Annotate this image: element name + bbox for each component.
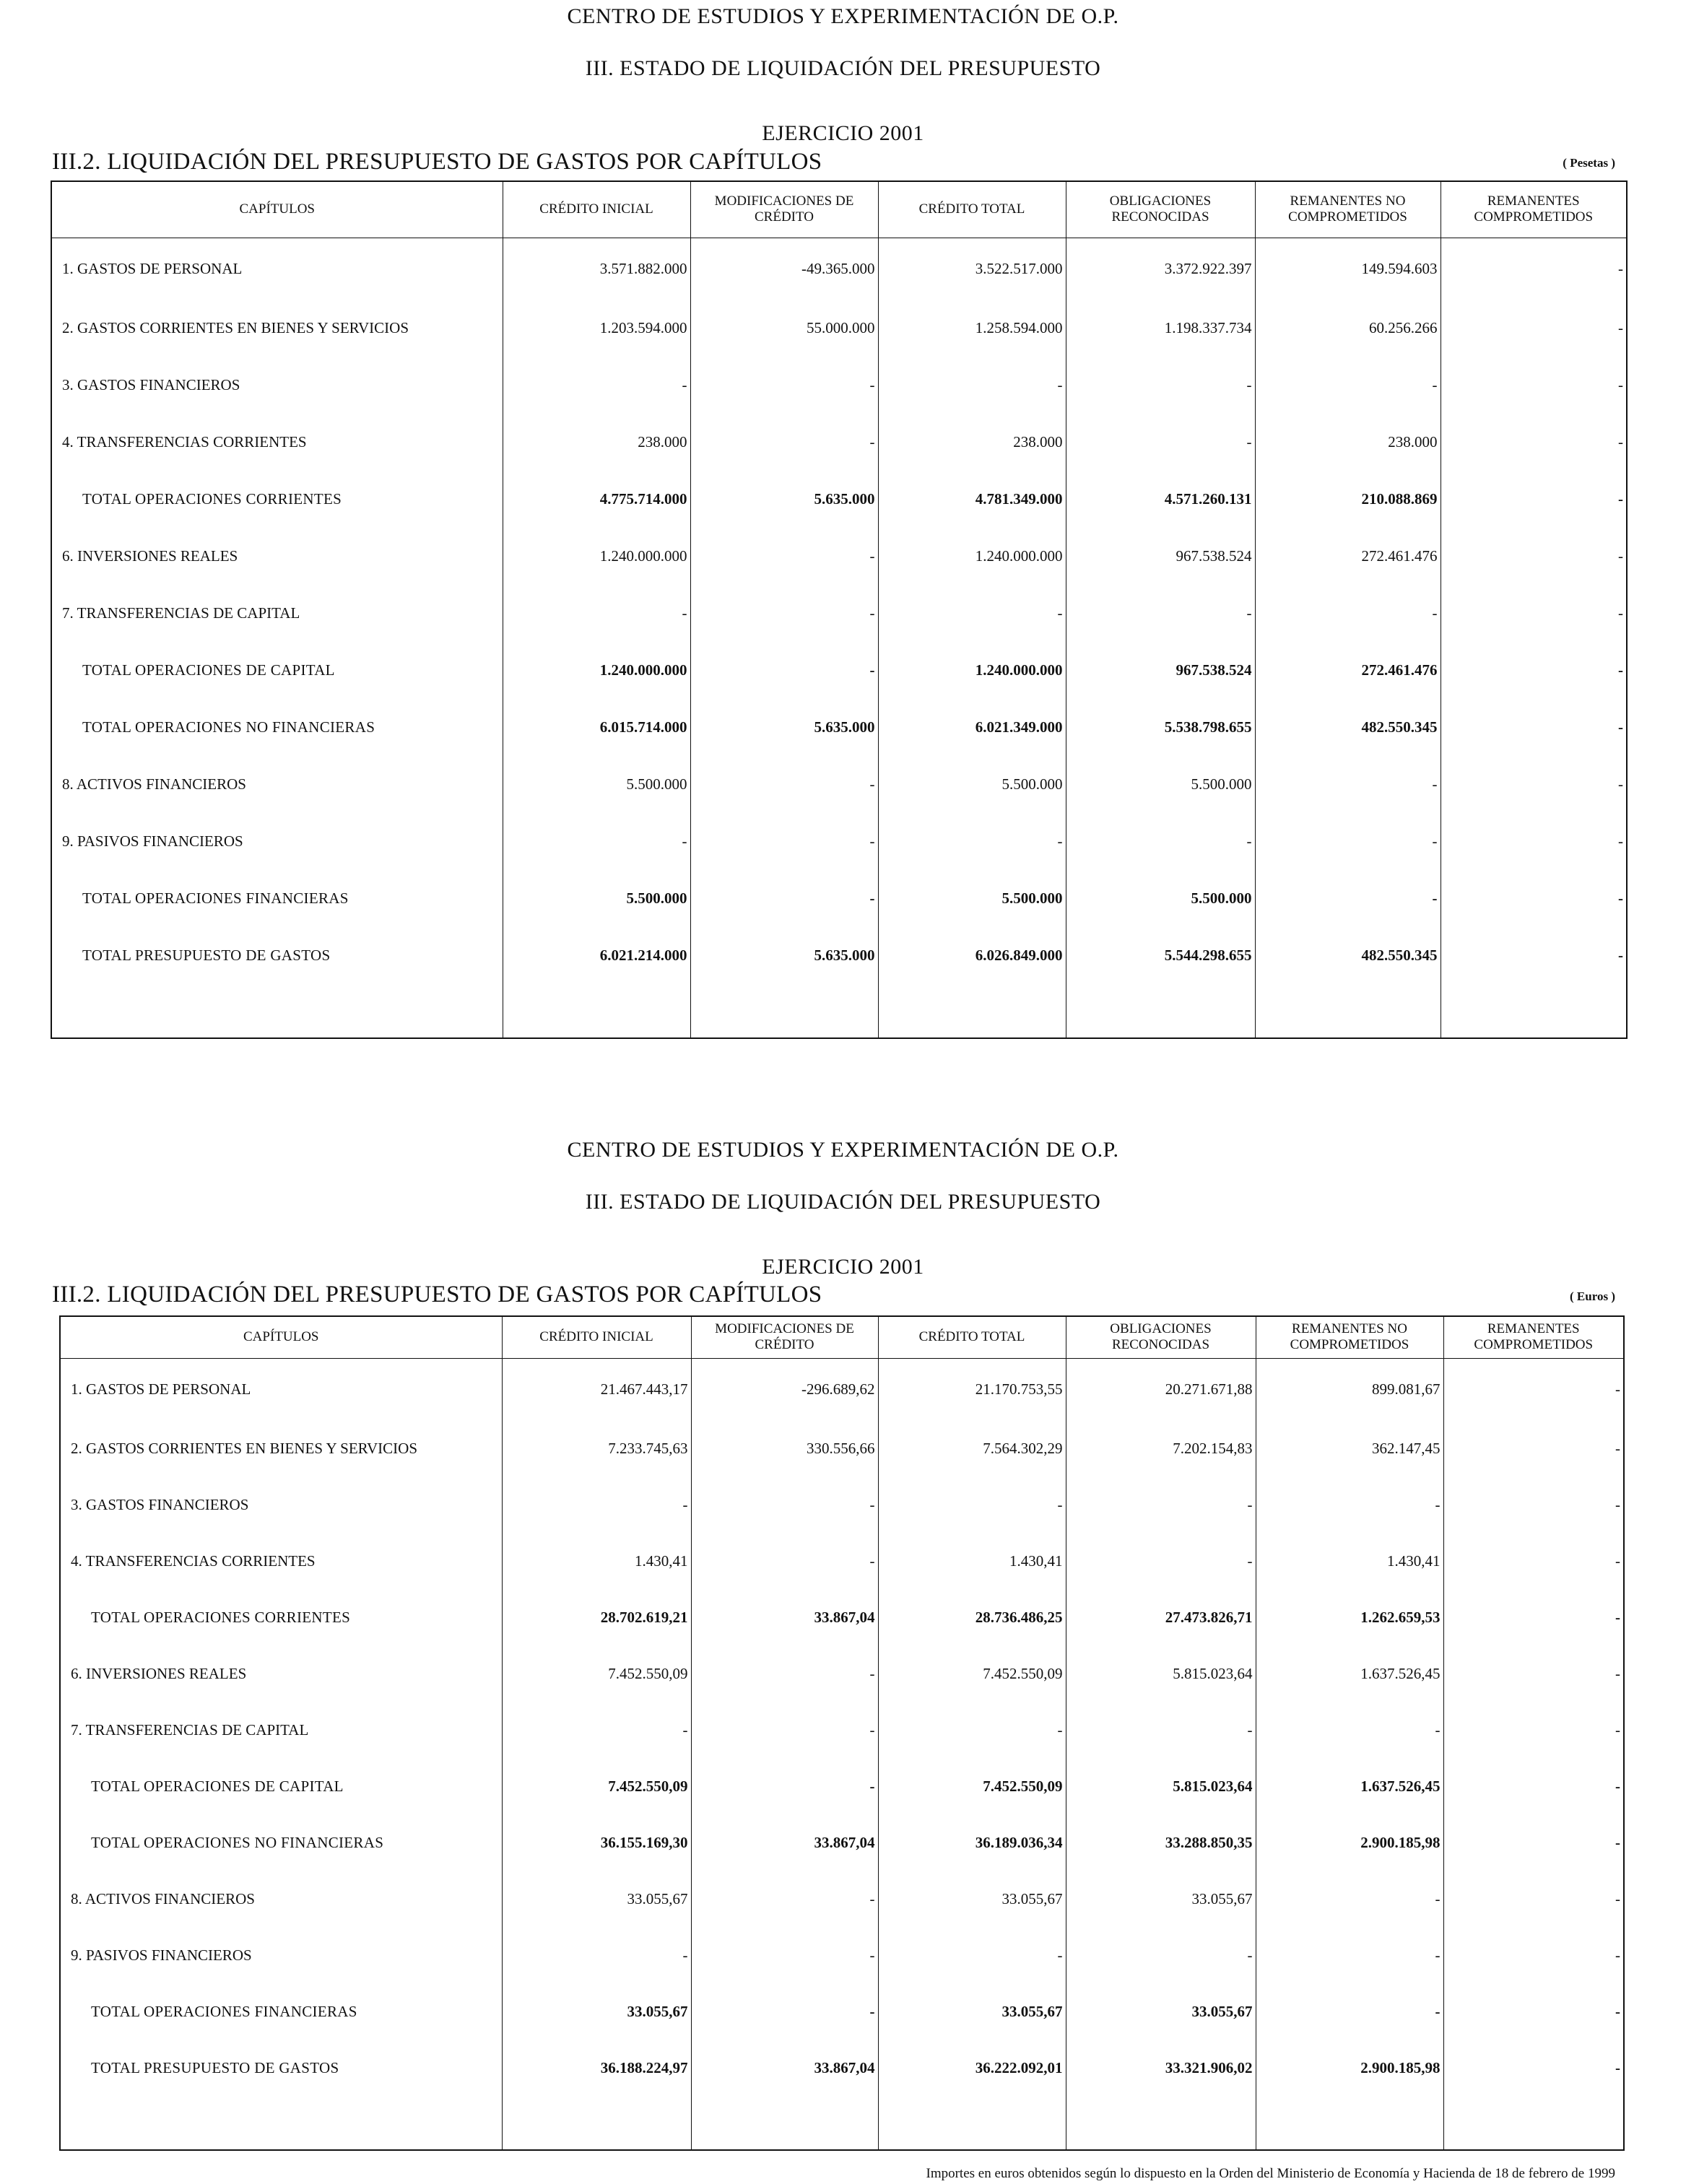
row-label: TOTAL PRESUPUESTO DE GASTOS	[60, 2040, 502, 2096]
cell-value: 33.321.906,02	[1066, 2040, 1256, 2096]
column-header	[690, 181, 878, 238]
cell-value: 238.000	[878, 414, 1066, 471]
cell-value: -	[690, 756, 878, 813]
column-header-line: RECONOCIDAS	[1111, 209, 1209, 225]
cell-value: 1.430,41	[1256, 1533, 1443, 1589]
column-header-line: CRÉDITO TOTAL	[918, 201, 1025, 217]
column-header-line: REMANENTES	[1487, 1321, 1580, 1337]
blank-row	[51, 984, 1627, 1038]
cell-value: 272.461.476	[1255, 528, 1441, 585]
cell-value: 28.736.486,25	[878, 1589, 1066, 1645]
blank-cell	[878, 2096, 1066, 2150]
row-label: 3. GASTOS FINANCIEROS	[51, 357, 503, 414]
total-row	[51, 927, 1627, 984]
cell-value: 6.015.714.000	[503, 699, 690, 756]
cell-value: -	[878, 1702, 1066, 1758]
total-row	[51, 699, 1627, 756]
cell-value: 362.147,45	[1256, 1420, 1443, 1476]
budget-table-euros	[59, 1315, 1625, 2151]
row-label: TOTAL OPERACIONES NO FINANCIERAS	[51, 699, 503, 756]
row-label: TOTAL OPERACIONES DE CAPITAL	[60, 1758, 502, 1814]
cell-value: -	[1443, 1758, 1624, 1814]
row-label: 7. TRANSFERENCIAS DE CAPITAL	[51, 585, 503, 642]
cell-value: -	[1256, 1702, 1443, 1758]
cell-value: 5.544.298.655	[1066, 927, 1255, 984]
cell-value: -	[1066, 1533, 1256, 1589]
cell-value: 5.635.000	[690, 471, 878, 528]
row-label: 6. INVERSIONES REALES	[51, 528, 503, 585]
cell-value: -	[691, 1927, 878, 1983]
cell-value: 3.571.882.000	[503, 238, 690, 300]
column-header-line: COMPROMETIDOS	[1290, 1337, 1409, 1353]
column-header-line: CRÉDITO TOTAL	[918, 1329, 1025, 1345]
blank-cell	[503, 984, 690, 1038]
table-row	[51, 300, 1627, 357]
cell-value: -	[691, 1871, 878, 1927]
column-header	[1066, 181, 1255, 238]
cell-value: 1.637.526,45	[1256, 1758, 1443, 1814]
row-label: 6. INVERSIONES REALES	[60, 1645, 502, 1702]
cell-value: -	[1441, 414, 1627, 471]
cell-value: -	[878, 1927, 1066, 1983]
cell-value: 36.188.224,97	[502, 2040, 691, 2096]
cell-value: -	[1441, 927, 1627, 984]
row-label: 1. GASTOS DE PERSONAL	[60, 1358, 502, 1420]
column-header-line: REMANENTES NO	[1290, 193, 1406, 209]
cell-value: -	[1443, 1983, 1624, 2040]
table-row	[60, 1358, 1624, 1420]
cell-value: 5.500.000	[878, 870, 1066, 927]
cell-value: -	[1441, 357, 1627, 414]
cell-value: 5.500.000	[878, 756, 1066, 813]
row-label: 8. ACTIVOS FINANCIEROS	[51, 756, 503, 813]
cell-value: -	[1255, 357, 1441, 414]
cell-value: 1.258.594.000	[878, 300, 1066, 357]
cell-value: 4.775.714.000	[503, 471, 690, 528]
cell-value: -	[690, 357, 878, 414]
row-label: 3. GASTOS FINANCIEROS	[60, 1476, 502, 1533]
row-label: TOTAL OPERACIONES NO FINANCIERAS	[60, 1814, 502, 1871]
section-title: III.2. LIQUIDACIÓN DEL PRESUPUESTO DE GASTOS POR CAPÍTULOS	[52, 149, 822, 175]
cell-value: -	[690, 414, 878, 471]
total-row	[51, 471, 1627, 528]
cell-value: 210.088.869	[1255, 471, 1441, 528]
blank-cell	[502, 2096, 691, 2150]
cell-value: -	[503, 357, 690, 414]
column-header	[1441, 181, 1627, 238]
cell-value: -	[1066, 357, 1255, 414]
unit-label: ( Euros )	[1570, 1289, 1615, 1303]
cell-value: -	[1066, 1476, 1256, 1533]
cell-value: -	[1441, 471, 1627, 528]
cell-value: 33.867,04	[691, 1814, 878, 1871]
statement-heading: III. ESTADO DE LIQUIDACIÓN DEL PRESUPUESTO	[585, 1190, 1101, 1214]
column-header-line: CRÉDITO	[755, 1337, 814, 1353]
blank-cell	[1256, 2096, 1443, 2150]
cell-value: -	[690, 642, 878, 699]
cell-value: 7.452.550,09	[878, 1758, 1066, 1814]
cell-value: 1.240.000.000	[878, 528, 1066, 585]
cell-value: -	[1443, 1927, 1624, 1983]
table-row	[60, 1871, 1624, 1927]
cell-value: -296.689,62	[691, 1358, 878, 1420]
budget-table-pesetas	[51, 180, 1628, 1039]
row-label: 9. PASIVOS FINANCIEROS	[51, 813, 503, 870]
cell-value: 1.240.000.000	[503, 642, 690, 699]
blank-cell	[1443, 2096, 1624, 2150]
cell-value: 1.430,41	[878, 1533, 1066, 1589]
cell-value: -	[878, 1476, 1066, 1533]
column-header-line: REMANENTES NO	[1292, 1321, 1407, 1337]
blank-cell	[60, 2096, 502, 2150]
cell-value: -	[1066, 414, 1255, 471]
cell-value: -	[503, 813, 690, 870]
row-label: TOTAL OPERACIONES FINANCIERAS	[51, 870, 503, 927]
total-row	[60, 2040, 1624, 2096]
column-header	[691, 1316, 878, 1358]
cell-value: -	[1443, 1645, 1624, 1702]
cell-value: -	[691, 1476, 878, 1533]
cell-value: 238.000	[1255, 414, 1441, 471]
total-row	[60, 1758, 1624, 1814]
total-row	[60, 1814, 1624, 1871]
table-row	[51, 357, 1627, 414]
row-label: 7. TRANSFERENCIAS DE CAPITAL	[60, 1702, 502, 1758]
row-label: 8. ACTIVOS FINANCIEROS	[60, 1871, 502, 1927]
row-label: TOTAL PRESUPUESTO DE GASTOS	[51, 927, 503, 984]
cell-value: 6.021.214.000	[503, 927, 690, 984]
cell-value: 7.233.745,63	[502, 1420, 691, 1476]
cell-value: -	[1066, 1927, 1256, 1983]
cell-value: 33.867,04	[691, 2040, 878, 2096]
cell-value: -	[1255, 870, 1441, 927]
cell-value: 4.781.349.000	[878, 471, 1066, 528]
cell-value: -	[502, 1702, 691, 1758]
cell-value: -	[690, 813, 878, 870]
cell-value: 5.635.000	[690, 699, 878, 756]
cell-value: -	[878, 585, 1066, 642]
cell-value: 1.262.659,53	[1256, 1589, 1443, 1645]
cell-value: 3.372.922.397	[1066, 238, 1255, 300]
cell-value: -	[1443, 1358, 1624, 1420]
column-header	[51, 181, 503, 238]
cell-value: 5.500.000	[503, 756, 690, 813]
cell-value: -	[691, 1645, 878, 1702]
column-header-line: CAPÍTULOS	[243, 1329, 319, 1345]
table-row	[60, 1533, 1624, 1589]
total-row	[60, 1983, 1624, 2040]
row-label: TOTAL OPERACIONES DE CAPITAL	[51, 642, 503, 699]
blank-row	[60, 2096, 1624, 2150]
cell-value: 33.288.850,35	[1066, 1814, 1256, 1871]
row-label: 2. GASTOS CORRIENTES EN BIENES Y SERVICIOS	[51, 300, 503, 357]
row-label: 2. GASTOS CORRIENTES EN BIENES Y SERVICIOS	[60, 1420, 502, 1476]
section-title: III.2. LIQUIDACIÓN DEL PRESUPUESTO DE GASTOS POR CAPÍTULOS	[52, 1282, 822, 1308]
cell-value: -	[690, 528, 878, 585]
cell-value: 55.000.000	[690, 300, 878, 357]
cell-value: 33.055,67	[878, 1983, 1066, 2040]
table-row	[60, 1645, 1624, 1702]
cell-value: -	[1443, 1420, 1624, 1476]
cell-value: 5.538.798.655	[1066, 699, 1255, 756]
cell-value: 6.021.349.000	[878, 699, 1066, 756]
column-header-line: CRÉDITO INICIAL	[539, 1329, 653, 1345]
cell-value: 60.256.266	[1255, 300, 1441, 357]
table-row	[60, 1476, 1624, 1533]
cell-value: -	[1443, 1814, 1624, 1871]
cell-value: 33.055,67	[502, 1871, 691, 1927]
cell-value: 27.473.826,71	[1066, 1589, 1256, 1645]
column-header	[878, 1316, 1066, 1358]
column-header-line: MODIFICACIONES DE	[715, 1321, 854, 1337]
cell-value: 5.635.000	[690, 927, 878, 984]
cell-value: -	[1443, 1533, 1624, 1589]
table-row	[51, 414, 1627, 471]
blank-cell	[1066, 2096, 1256, 2150]
column-header-line: CAPÍTULOS	[239, 201, 315, 217]
cell-value: -	[1443, 2040, 1624, 2096]
row-label: 4. TRANSFERENCIAS CORRIENTES	[51, 414, 503, 471]
fiscal-year: EJERCICIO 2001	[762, 1255, 924, 1279]
table-row	[51, 238, 1627, 300]
blank-cell	[1441, 984, 1627, 1038]
cell-value: 20.271.671,88	[1066, 1358, 1256, 1420]
cell-value: -	[691, 1758, 878, 1814]
cell-value: -	[1443, 1476, 1624, 1533]
column-header	[878, 181, 1066, 238]
cell-value: 5.500.000	[1066, 870, 1255, 927]
blank-cell	[1255, 984, 1441, 1038]
cell-value: -	[1256, 1476, 1443, 1533]
table-row	[51, 756, 1627, 813]
table-row	[51, 813, 1627, 870]
cell-value: 33.055,67	[1066, 1871, 1256, 1927]
cell-value: 33.055,67	[878, 1871, 1066, 1927]
cell-value: -	[1443, 1871, 1624, 1927]
cell-value: -	[1066, 813, 1255, 870]
cell-value: -	[1441, 870, 1627, 927]
cell-value: 5.500.000	[503, 870, 690, 927]
table-row	[51, 585, 1627, 642]
cell-value: -	[1066, 1702, 1256, 1758]
cell-value: 7.452.550,09	[878, 1645, 1066, 1702]
cell-value: -	[502, 1927, 691, 1983]
column-header-line: CRÉDITO	[755, 209, 814, 225]
cell-value: -	[1255, 585, 1441, 642]
cell-value: -	[1441, 585, 1627, 642]
cell-value: 1.240.000.000	[878, 642, 1066, 699]
cell-value: 4.571.260.131	[1066, 471, 1255, 528]
column-header	[502, 1316, 691, 1358]
row-label: 9. PASIVOS FINANCIEROS	[60, 1927, 502, 1983]
blank-cell	[691, 2096, 878, 2150]
cell-value: -	[1256, 1983, 1443, 2040]
total-row	[60, 1589, 1624, 1645]
footnote: Importes en euros obtenidos según lo dispuesto en la Orden del Ministerio de Economía y Hacienda de 18 de febrero de 1999	[926, 2166, 1615, 2181]
cell-value: 33.867,04	[691, 1589, 878, 1645]
cell-value: -	[503, 585, 690, 642]
cell-value: 5.815.023,64	[1066, 1645, 1256, 1702]
cell-value: -	[691, 1983, 878, 2040]
total-row	[51, 870, 1627, 927]
cell-value: 7.452.550,09	[502, 1758, 691, 1814]
cell-value: -	[1441, 756, 1627, 813]
cell-value: -	[1441, 238, 1627, 300]
blank-cell	[878, 984, 1066, 1038]
column-header-line: OBLIGACIONES	[1110, 1321, 1212, 1337]
cell-value: -	[502, 1476, 691, 1533]
cell-value: 36.222.092,01	[878, 2040, 1066, 2096]
cell-value: 33.055,67	[502, 1983, 691, 2040]
cell-value: 899.081,67	[1256, 1358, 1443, 1420]
cell-value: 1.430,41	[502, 1533, 691, 1589]
table-row	[51, 528, 1627, 585]
cell-value: 1.198.337.734	[1066, 300, 1255, 357]
cell-value: -	[1441, 699, 1627, 756]
cell-value: 21.467.443,17	[502, 1358, 691, 1420]
cell-value: -	[1441, 300, 1627, 357]
cell-value: -	[1255, 756, 1441, 813]
cell-value: -	[878, 357, 1066, 414]
blank-cell	[51, 984, 503, 1038]
column-header	[1443, 1316, 1624, 1358]
unit-label: ( Pesetas )	[1563, 156, 1615, 170]
column-header-line: COMPROMETIDOS	[1288, 209, 1407, 225]
cell-value: -	[691, 1702, 878, 1758]
row-label: TOTAL OPERACIONES CORRIENTES	[51, 471, 503, 528]
cell-value: 1.203.594.000	[503, 300, 690, 357]
cell-value: 5.500.000	[1066, 756, 1255, 813]
cell-value: -	[690, 870, 878, 927]
cell-value: 482.550.345	[1255, 927, 1441, 984]
cell-value: 2.900.185,98	[1256, 2040, 1443, 2096]
row-label: 1. GASTOS DE PERSONAL	[51, 238, 503, 300]
cell-value: 7.564.302,29	[878, 1420, 1066, 1476]
cell-value: 5.815.023,64	[1066, 1758, 1256, 1814]
cell-value: 149.594.603	[1255, 238, 1441, 300]
column-header-line: OBLIGACIONES	[1109, 193, 1212, 209]
cell-value: 6.026.849.000	[878, 927, 1066, 984]
cell-value: -	[878, 813, 1066, 870]
cell-value: 21.170.753,55	[878, 1358, 1066, 1420]
cell-value: 33.055,67	[1066, 1983, 1256, 2040]
total-row	[51, 642, 1627, 699]
cell-value: -	[690, 585, 878, 642]
column-header	[1256, 1316, 1443, 1358]
column-header-line: RECONOCIDAS	[1111, 1337, 1210, 1353]
table-row	[60, 1420, 1624, 1476]
cell-value: -	[1255, 813, 1441, 870]
cell-value: 7.452.550,09	[502, 1645, 691, 1702]
row-label: 4. TRANSFERENCIAS CORRIENTES	[60, 1533, 502, 1589]
table-row	[60, 1927, 1624, 1983]
cell-value: 330.556,66	[691, 1420, 878, 1476]
blank-cell	[690, 984, 878, 1038]
cell-value: 36.189.036,34	[878, 1814, 1066, 1871]
org-heading: CENTRO DE ESTUDIOS Y EXPERIMENTACIÓN DE O.P.	[567, 4, 1119, 28]
org-heading: CENTRO DE ESTUDIOS Y EXPERIMENTACIÓN DE O.P.	[567, 1138, 1119, 1162]
row-label: TOTAL OPERACIONES CORRIENTES	[60, 1589, 502, 1645]
cell-value: -	[1441, 642, 1627, 699]
blank-cell	[1066, 984, 1255, 1038]
row-label: TOTAL OPERACIONES FINANCIERAS	[60, 1983, 502, 2040]
cell-value: -	[1256, 1927, 1443, 1983]
column-header	[503, 181, 690, 238]
column-header-line: COMPROMETIDOS	[1474, 209, 1594, 225]
cell-value: 238.000	[503, 414, 690, 471]
fiscal-year: EJERCICIO 2001	[762, 121, 924, 145]
cell-value: -	[691, 1533, 878, 1589]
cell-value: 36.155.169,30	[502, 1814, 691, 1871]
statement-heading: III. ESTADO DE LIQUIDACIÓN DEL PRESUPUESTO	[585, 56, 1101, 80]
cell-value: -	[1066, 585, 1255, 642]
cell-value: -	[1443, 1589, 1624, 1645]
column-header-line: MODIFICACIONES DE	[714, 193, 854, 209]
cell-value: 7.202.154,83	[1066, 1420, 1256, 1476]
cell-value: 28.702.619,21	[502, 1589, 691, 1645]
cell-value: -49.365.000	[690, 238, 878, 300]
column-header	[60, 1316, 502, 1358]
cell-value: 3.522.517.000	[878, 238, 1066, 300]
cell-value: 1.637.526,45	[1256, 1645, 1443, 1702]
cell-value: 272.461.476	[1255, 642, 1441, 699]
cell-value: 482.550.345	[1255, 699, 1441, 756]
column-header-line: COMPROMETIDOS	[1474, 1337, 1594, 1353]
column-header-line: REMANENTES	[1487, 193, 1580, 209]
cell-value: 2.900.185,98	[1256, 1814, 1443, 1871]
column-header-line: CRÉDITO INICIAL	[539, 201, 653, 217]
cell-value: -	[1256, 1871, 1443, 1927]
cell-value: 967.538.524	[1066, 642, 1255, 699]
cell-value: -	[1441, 528, 1627, 585]
column-header	[1255, 181, 1441, 238]
table-row	[60, 1702, 1624, 1758]
column-header	[1066, 1316, 1256, 1358]
cell-value: 1.240.000.000	[503, 528, 690, 585]
cell-value: 967.538.524	[1066, 528, 1255, 585]
cell-value: -	[1443, 1702, 1624, 1758]
cell-value: -	[1441, 813, 1627, 870]
